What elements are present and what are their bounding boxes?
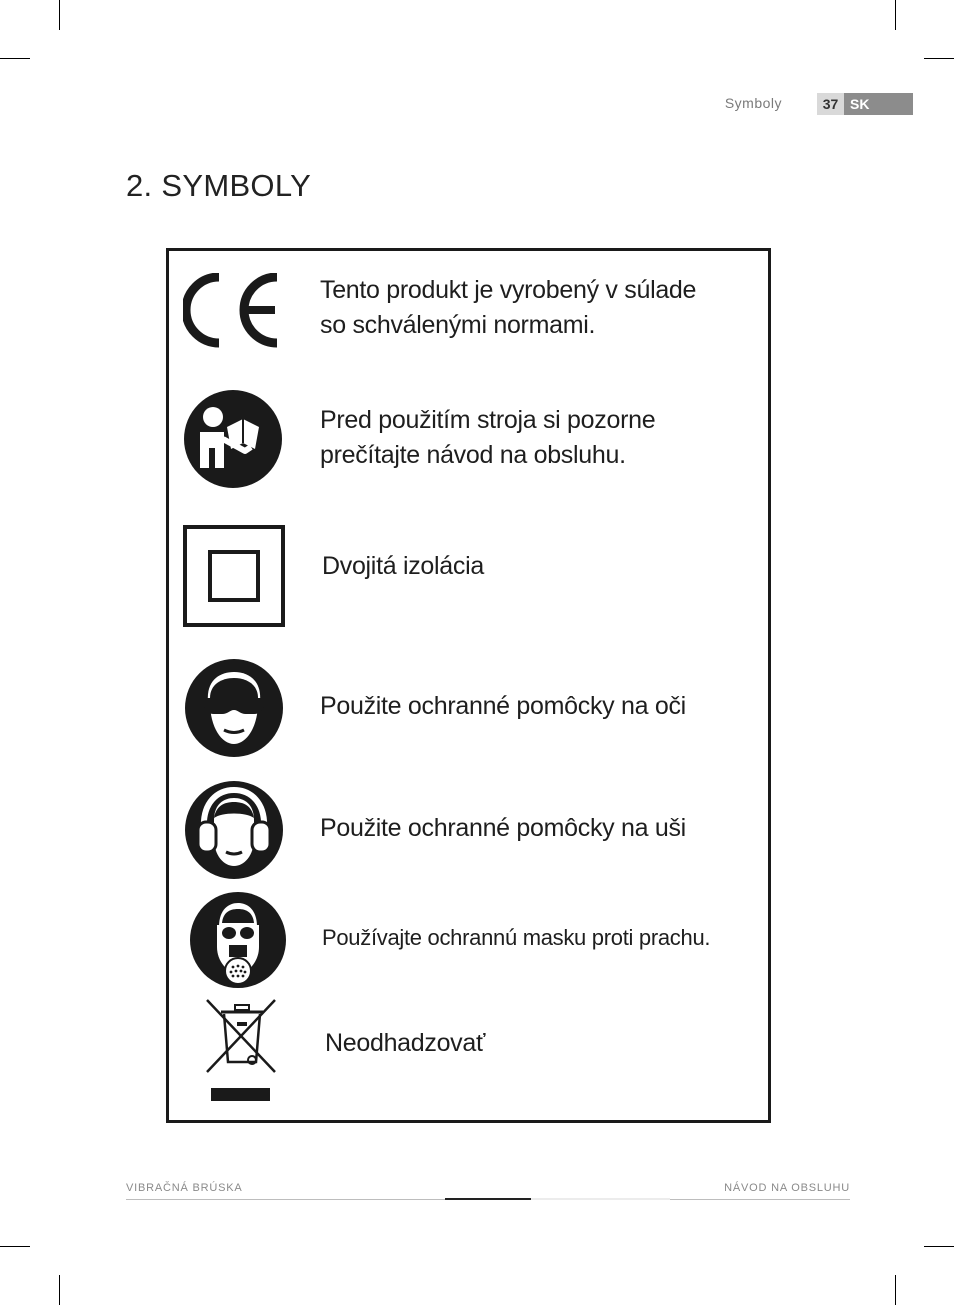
crop-mark [895, 0, 896, 30]
symbol-text-eye-protection [320, 689, 686, 724]
symbol-text-ear-protection [320, 811, 686, 846]
text-line: so schválenými normami. [320, 311, 596, 339]
eye-protection-icon [184, 658, 284, 758]
text-line: Používajte ochrannú masku proti prachu. [322, 925, 711, 950]
crop-mark [59, 1275, 60, 1305]
symbol-text-weee [325, 1026, 485, 1061]
text-line: Použite ochranné pomôcky na uši [320, 814, 686, 842]
text-line: Neodhadzovať [325, 1029, 486, 1057]
crop-mark [924, 58, 954, 59]
symbol-text-read-manual [320, 403, 655, 473]
text-line: Pred použitím stroja si pozorne [320, 406, 656, 434]
footer-rule-accent [445, 1198, 531, 1200]
read-manual-icon [183, 389, 283, 489]
text-line: Dvojitá izolácia [322, 552, 484, 580]
footer-product-name: VIBRAČNÁ BRÚSKA [126, 1182, 243, 1194]
ce-mark-icon [183, 273, 283, 348]
weee-crossed-bin-icon [205, 998, 279, 1104]
double-insulation-icon [183, 525, 285, 627]
section-label: Symboly [724, 95, 782, 111]
text-line: prečítajte návod na obsluhu. [320, 441, 626, 469]
symbol-text-double-insulation [322, 549, 484, 584]
crop-mark [0, 58, 30, 59]
crop-mark [924, 1246, 954, 1247]
footer-rule-accent [531, 1198, 670, 1200]
crop-mark [895, 1275, 896, 1305]
text-line: Tento produkt je vyrobený v súlade [320, 276, 697, 304]
ear-protection-icon [184, 780, 284, 880]
footer-document-name: NÁVOD NA OBSLUHU [724, 1182, 850, 1194]
language-badge: SK [844, 93, 913, 115]
crop-mark [59, 0, 60, 30]
page-number: 37 [817, 93, 844, 115]
dust-mask-icon [189, 891, 287, 989]
text-line: Použite ochranné pomôcky na oči [320, 692, 686, 720]
symbol-text-ce [320, 273, 696, 343]
page-title: 2. SYMBOLY [126, 168, 312, 203]
symbol-text-dust-mask [322, 920, 710, 955]
crop-mark [0, 1246, 30, 1247]
